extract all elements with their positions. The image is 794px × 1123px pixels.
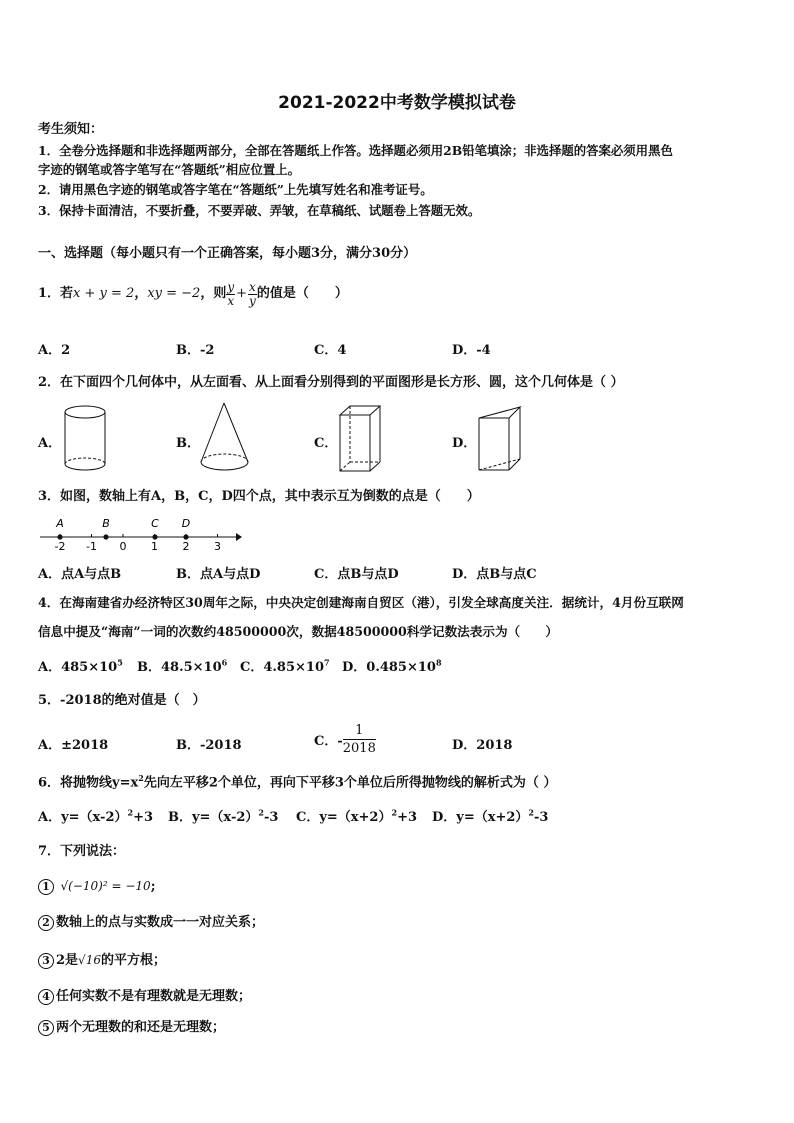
q7-statement-1: 1 √(−10)² = −10; bbox=[38, 876, 156, 897]
q3-option-a[interactable]: A．点A与点B bbox=[38, 567, 122, 582]
q7-statement-5: 5 两个无理数的和还是无理数； bbox=[38, 1018, 225, 1038]
axis-point-d bbox=[183, 534, 188, 539]
q1-option-b[interactable]: B．-2 bbox=[176, 343, 215, 358]
notice-line-1: 1．全卷分选择题和非选择题两部分，全部在答题纸上作答。选择题必须用2B铅笔填涂；非选择题的答案必须用黑色 bbox=[38, 143, 673, 158]
question-4-line-2: 信息中提及“海南”一词的次数约48500000次，数据48500000科学记数法表示为（ ） bbox=[38, 624, 558, 639]
q1-condition-1: x + y = 2 bbox=[73, 286, 135, 301]
cone-icon bbox=[196, 400, 256, 478]
notice-line-4: 3．保持卡面清洁，不要折叠，不要弄破、弄皱，在草稿纸、试题卷上答题无效。 bbox=[38, 203, 481, 218]
axis-tick-label: -1 bbox=[86, 540, 97, 553]
cuboid-icon bbox=[334, 403, 386, 475]
q6-option-c[interactable]: C．$y=(x+2)^2+3$ bbox=[296, 807, 418, 825]
section-heading: 一、选择题（每小题只有一个正确答案，每小题3分，满分30分） bbox=[38, 246, 417, 261]
question-3: 3．如图，数轴上有A，B，C，D四个点，其中表示互为倒数的点是（ ） bbox=[38, 489, 480, 504]
q3-option-b[interactable]: B．点A与点D bbox=[176, 567, 261, 582]
page-title: 2021-2022中考数学模拟试卷 bbox=[278, 93, 516, 113]
axis-point-label: B bbox=[102, 517, 110, 530]
q6-option-a[interactable]: A．$y=(x-2)^2+3$ bbox=[38, 807, 154, 825]
question-2: 2．在下面四个几何体中，从左面看、从上面看分别得到的平面图形是长方形、圆，这个几何体是（ ） bbox=[38, 375, 624, 390]
question-6: 6．将抛物线$y=x^2$先向左平移2个单位，再向下平移3个单位后所得抛物线的解析式为（ ） bbox=[38, 773, 557, 791]
q6-option-d[interactable]: D．$y=(x+2)^2-3$ bbox=[432, 807, 549, 825]
q2-option-d[interactable]: D． bbox=[452, 436, 477, 451]
q1-then: ，则 bbox=[200, 286, 227, 301]
notice-line-2: 字迹的钢笔或答字笔写在“答题纸”相应位置上。 bbox=[38, 162, 301, 177]
question-4-line-1: 4．在海南建省办经济特区30周年之际，中央决定创建海南自贸区（港），引发全球高度关注．据统计，4月份互联网 bbox=[38, 595, 684, 610]
q5-option-c[interactable]: C．- $\frac{1}{2018}$ bbox=[314, 723, 376, 756]
q1-option-c[interactable]: C．4 bbox=[314, 343, 347, 358]
q7-statement-2: 2 数轴上的点与实数成一一对应关系； bbox=[38, 913, 264, 933]
q4-option-d[interactable]: D．$0.485\times 10^8$ bbox=[342, 657, 442, 675]
question-1: 1．若 x + y = 2 ， xy = −2 ，则 $\frac{y}{x}$ + $\frac{x}{y}$ 的值是（ ） bbox=[38, 279, 348, 308]
q1-suffix: 的值是（ ） bbox=[256, 286, 348, 301]
q5-option-a[interactable]: A．±2018 bbox=[38, 738, 109, 753]
q5-option-b[interactable]: B．-2018 bbox=[176, 738, 242, 753]
axis-tick-label: 2 bbox=[182, 540, 190, 553]
q1-prefix: 1．若 bbox=[38, 286, 74, 301]
axis-tick-label: 3 bbox=[214, 540, 221, 553]
cylinder-icon bbox=[60, 402, 110, 474]
axis-tick-label: 1 bbox=[151, 540, 158, 553]
q1-fraction-2: $\frac{x}{y}$ bbox=[249, 279, 256, 308]
axis-point-label: D bbox=[181, 517, 191, 530]
q1-option-d[interactable]: D．-4 bbox=[452, 343, 491, 358]
q7-statement-3: 3 2是√16的平方根； bbox=[38, 950, 166, 971]
question-5: 5．-2018的绝对值是（ ） bbox=[38, 693, 206, 708]
axis-point-a bbox=[57, 534, 62, 539]
notice-line-3: 2．请用黑色字迹的钢笔或答字笔在“答题纸”上先填写姓名和准考证号。 bbox=[38, 182, 433, 197]
q5-option-d[interactable]: D．2018 bbox=[452, 738, 513, 753]
axis-tick-label: -2 bbox=[54, 540, 66, 553]
q3-option-c[interactable]: C．点B与点D bbox=[314, 567, 399, 582]
axis-point-label: A bbox=[56, 517, 64, 530]
q4-option-b[interactable]: B．$48.5\times 10^6$ bbox=[137, 657, 228, 675]
number-line bbox=[36, 514, 246, 554]
q2-option-c[interactable]: C． bbox=[314, 436, 338, 451]
q4-option-c[interactable]: C．$4.85\times 10^7$ bbox=[240, 657, 330, 675]
axis-point-c bbox=[152, 534, 157, 539]
q3-option-d[interactable]: D．点B与点C bbox=[452, 567, 537, 582]
q2-option-a[interactable]: A． bbox=[38, 436, 62, 451]
q4-option-a[interactable]: A．$485\times 10^5$ bbox=[38, 657, 123, 675]
axis-point-b bbox=[103, 534, 108, 539]
q1-fraction-1: $\frac{y}{x}$ bbox=[227, 279, 235, 308]
question-7: 7．下列说法： bbox=[38, 844, 126, 859]
q1-condition-2: xy = −2 bbox=[147, 286, 201, 301]
axis-point-label: C bbox=[151, 517, 159, 530]
q7-statement-4: 4 任何实数不是有理数就是无理数； bbox=[38, 987, 251, 1007]
triangular-prism-icon bbox=[474, 404, 530, 474]
q1-option-a[interactable]: A．2 bbox=[38, 343, 71, 358]
axis-tick-label: 0 bbox=[119, 540, 127, 553]
notice-heading: 考生须知： bbox=[38, 122, 104, 137]
q2-option-b[interactable]: B． bbox=[176, 436, 200, 451]
q6-option-b[interactable]: B．$y=(x-2)^2-3$ bbox=[168, 807, 279, 825]
